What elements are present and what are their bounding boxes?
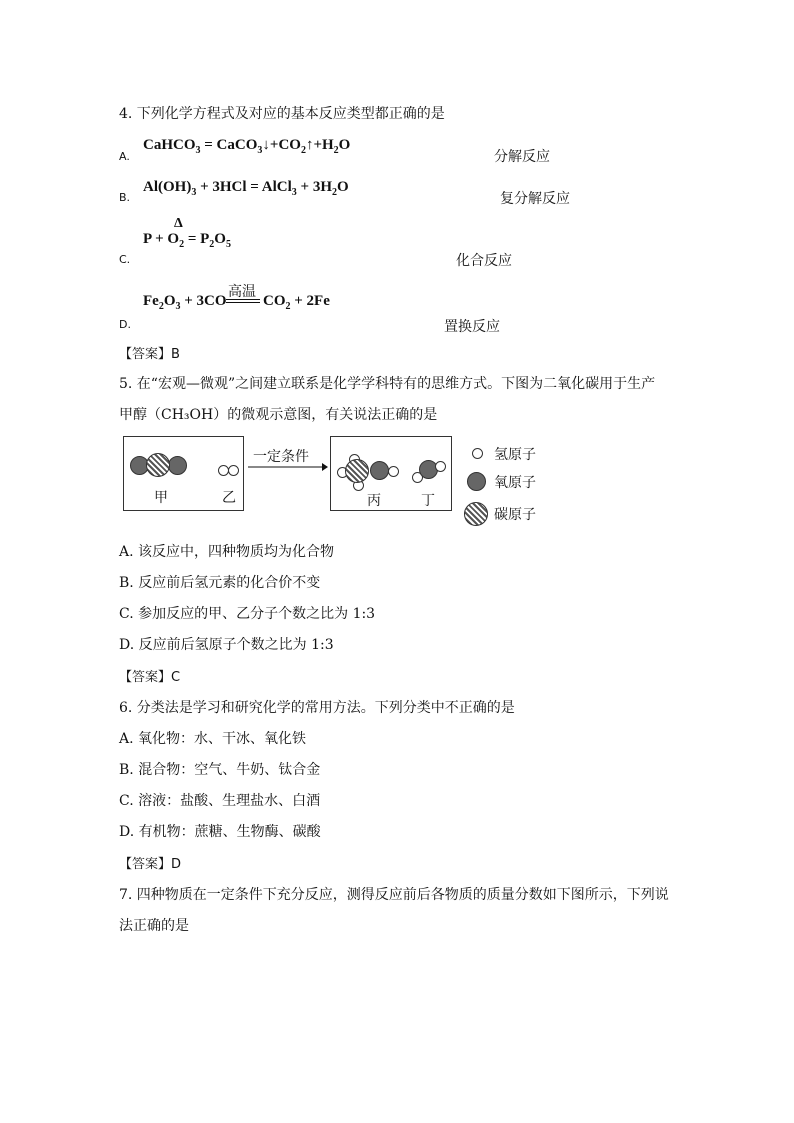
q7-stem-line2: 法正确的是 — [119, 918, 189, 934]
q5-stem-line2: 甲醇（CH₃OH）的微观示意图，有关说法正确的是 — [119, 407, 438, 423]
legend-carbon-icon — [464, 502, 488, 526]
water-hydrogen-atom-right — [435, 461, 446, 472]
q4-d-condition: 高温 — [228, 284, 256, 300]
legend-hydrogen-icon — [472, 448, 483, 459]
co2-carbon-atom — [146, 453, 170, 477]
q6-answer: 【答案】D — [119, 857, 182, 872]
q5-option-d: D. 反应前后氢原子个数之比为 1:3 — [119, 637, 334, 653]
q4-option-c-type: 化合反应 — [456, 253, 512, 269]
q4-d-bar-bottom — [226, 302, 260, 303]
q6-option-b: B. 混合物：空气、牛奶、钛合金 — [119, 762, 321, 778]
legend-carbon-label: 碳原子 — [494, 507, 536, 523]
co2-oxygen-atom-right — [168, 456, 187, 475]
q4-equation-d-left: $Fe_2O_3 + 3CO$ — [143, 293, 227, 312]
label-yi: 乙 — [222, 490, 236, 506]
q4-option-c-letter: C. — [119, 253, 131, 266]
methanol-hydrogen-atom-right — [388, 466, 399, 477]
methanol-oxygen-atom — [370, 461, 389, 480]
q5-answer: 【答案】C — [119, 670, 181, 685]
label-ding: 丁 — [421, 493, 435, 509]
q4-equation-c: $P + O_2 = P_2O_5$ — [143, 231, 231, 250]
q4-d-bar-top — [226, 299, 260, 300]
q6-option-c: C. 溶液：盐酸、生理盐水、白酒 — [119, 793, 321, 809]
q7-stem-line1: 7. 四种物质在一定条件下充分反应，测得反应前后各物质的质量分数如下图所示，下列说 — [119, 887, 669, 903]
q4-c-condition: Δ — [174, 216, 183, 231]
reaction-arrow-icon — [248, 462, 328, 472]
q4-option-d-letter: D. — [119, 318, 131, 331]
q4-option-d-type: 置换反应 — [444, 319, 500, 335]
q4-option-b-type: 复分解反应 — [500, 191, 570, 207]
q4-stem: 4. 下列化学方程式及对应的基本反应类型都正确的是 — [119, 106, 445, 122]
arrow-condition: 一定条件 — [253, 449, 309, 465]
label-jia: 甲 — [154, 490, 168, 506]
q4-option-a-type: 分解反应 — [494, 149, 550, 165]
h2-hydrogen-atom-2 — [228, 465, 239, 476]
legend-hydrogen-label: 氢原子 — [494, 447, 536, 463]
q5-option-b: B. 反应前后氢元素的化合价不变 — [119, 575, 321, 591]
methanol-carbon-atom — [345, 459, 369, 483]
q4-answer: 【答案】B — [119, 347, 180, 362]
q4-equation-b: $Al(OH)_3 + 3HCl$ = AlCl$_3$ + $3H_2O$ — [143, 179, 349, 198]
q4-option-b-letter: B. — [119, 191, 131, 204]
legend-oxygen-icon — [467, 472, 486, 491]
q4-option-a-letter: A. — [119, 150, 130, 163]
legend-oxygen-label: 氧原子 — [494, 475, 536, 491]
q4-equation-d-right: $CO_2 + 2Fe$ — [263, 293, 330, 312]
q6-option-a: A. 氧化物：水、干冰、氧化铁 — [119, 731, 307, 747]
q5-stem-line1: 5. 在“宏观—微观”之间建立联系是化学学科特有的思维方式。下图为二氧化碳用于生产 — [119, 376, 656, 392]
q6-option-d: D. 有机物：蔗糖、生物酶、碳酸 — [119, 824, 321, 840]
q4-equation-a: CaHCO$_3$ = $CaCO_3↓+CO_2↑+H_2O$ — [143, 137, 351, 156]
q6-stem: 6. 分类法是学习和研究化学的常用方法。下列分类中不正确的是 — [119, 700, 515, 716]
label-bing: 丙 — [367, 493, 381, 509]
q5-option-c: C. 参加反应的甲、乙分子个数之比为 1:3 — [119, 606, 376, 622]
q5-option-a: A. 该反应中，四种物质均为化合物 — [119, 544, 335, 560]
